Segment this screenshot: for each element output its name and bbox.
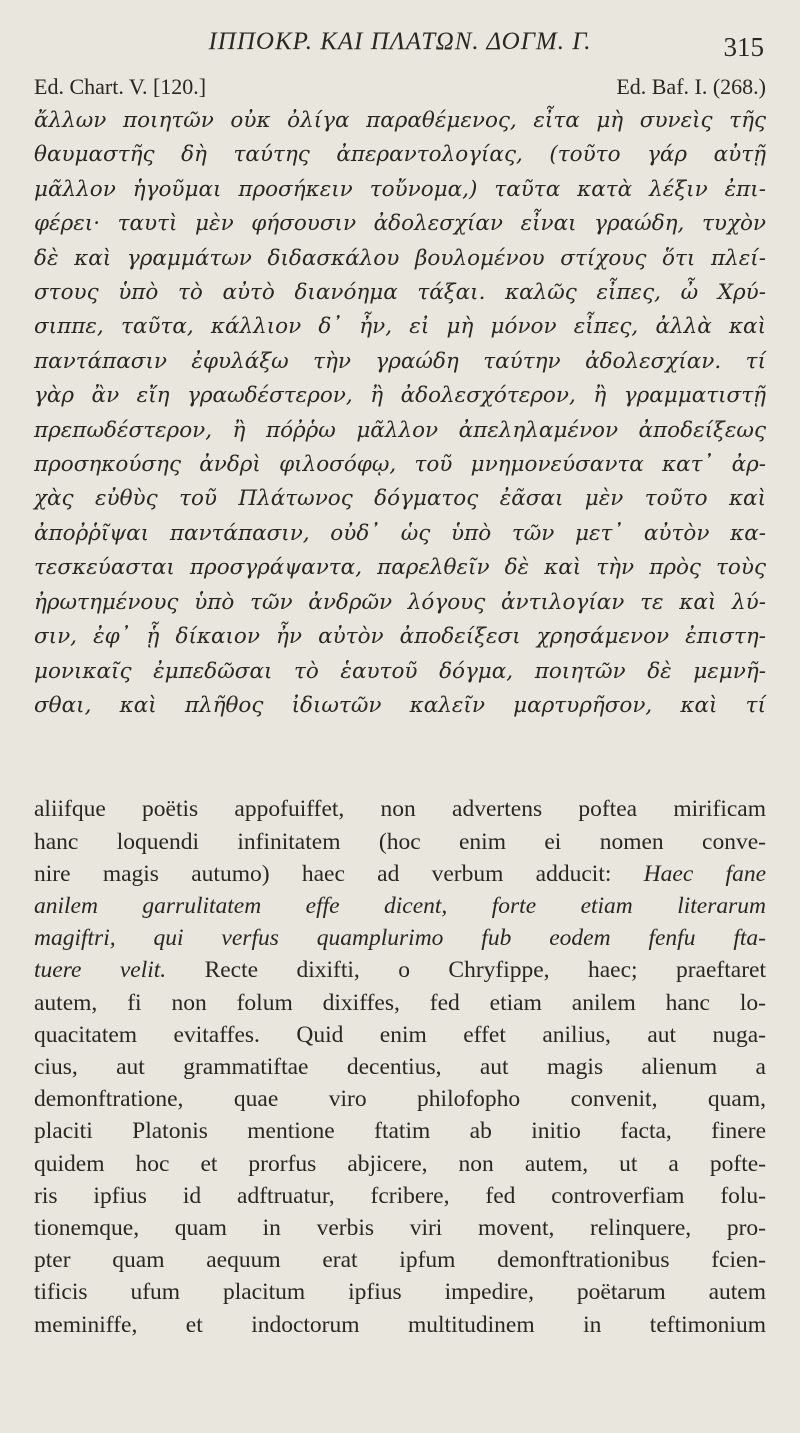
greek-text-line: σθαι, καὶ πλῆθος ἰδιωτῶν καλεῖν μαρτυρῆσον, καὶ τί — [34, 692, 766, 718]
edition-basel-ref: Ed. Baf. I. (268.) — [616, 74, 766, 99]
latin-text-line — [34, 1051, 766, 1083]
latin-text-line — [34, 890, 766, 922]
latin-text-line — [34, 1244, 766, 1276]
latin-text-segment: quidem hoc et prorfus abjicere, non autem, ut a pofte- — [34, 1150, 766, 1177]
latin-text-line — [34, 1212, 766, 1244]
latin-text-segment: demonftratione, quae viro philofopho convenit, quam, — [34, 1086, 766, 1113]
latin-text-line — [34, 1148, 766, 1180]
running-title: ΙΠΠΟΚΡ. ΚΑΙ ΠΛΑΤΩΝ. ΔΟΓΜ. Γ. — [208, 28, 592, 55]
greek-text-line: χὰς εὐθὺς τοῦ Πλάτωνος δόγματος ἐᾶσαι μὲν τοῦτο καὶ — [34, 486, 766, 512]
greek-text-line: ἄλλων ποιητῶν οὐκ ὀλίγα παραθέμενος, εἶτα μὴ συνεὶς τῆς — [34, 108, 766, 133]
latin-italic-segment: Haec fane — [643, 860, 766, 887]
greek-text-line: ἠρωτημένους ὑπὸ τῶν ἀνδρῶν λόγους ἀντιλογίαν τε καὶ λύ- — [34, 589, 766, 615]
greek-text-line: φέρει· ταυτὶ μὲν φήσουσιν ἀδολεσχίαν εἶναι γραώδη, τυχὸν — [34, 211, 766, 237]
latin-text-line — [34, 954, 766, 986]
latin-text-segment: tificis ufum placitum ipfius impedire, poëtarum autem — [34, 1279, 766, 1306]
latin-text-line — [34, 793, 766, 825]
latin-text-segment: ris ipfius id adftruatur, fcribere, fed controverfiam folu- — [34, 1182, 766, 1209]
latin-italic-segment: anilem garrulitatem effe dicent, forte etiam literarum — [34, 892, 766, 919]
edition-references — [34, 70, 766, 104]
greek-text-line: παντάπασιν ἐφυλάξω τὴν γραώδη ταύτην ἀδολεσχίαν. τί — [34, 348, 766, 374]
latin-text-segment: quacitatem evitaffes. Quid enim effet anilius, aut nuga- — [34, 1021, 766, 1048]
latin-text-line — [34, 1019, 766, 1051]
latin-text-block — [34, 793, 766, 1340]
running-head — [34, 0, 766, 60]
latin-text-line — [34, 1276, 766, 1308]
greek-text-line: πρεπωδέστερον, ἢ πόῤῥω μᾶλλον ἀπεληλαμένον ἀποδείξεως — [34, 417, 766, 443]
greek-text-line: ἀποῤῥῖψαι παντάπασιν, οὐδ᾽ ὡς ὑπὸ τῶν μετ᾽ αὐτὸν κα- — [34, 520, 766, 546]
latin-text-segment: tionemque, quam in verbis viri movent, relinquere, pro- — [34, 1214, 766, 1241]
latin-text-segment: autem, fi non folum dixiffes, fed etiam anilem hanc lo- — [34, 989, 766, 1016]
greek-text-line: σιππε, ταῦτα, κάλλιον δ᾽ ἦν, εἰ μὴ μόνον εἶπες, ἀλλὰ καὶ — [34, 314, 766, 340]
greek-text-line: στους ὑπὸ τὸ αὐτὸ διανόημα τάξαι. καλῶς εἶπες, ὦ Χρύ- — [34, 280, 766, 306]
greek-text-block — [34, 104, 766, 723]
greek-text-line: γὰρ ἂν εἴη γραωδέστερον, ἢ ἀδολεσχότερον, ἢ γραμματιστῇ — [34, 383, 766, 409]
edition-chart-ref: Ed. Chart. V. [120.] — [34, 74, 207, 99]
latin-text-segment: nire magis autumo) haec ad verbum adducit: — [34, 860, 644, 887]
latin-text-segment: pter quam aequum erat ipfum demonftrationibus fcien- — [34, 1247, 766, 1274]
latin-text-segment: hanc loquendi infinitatem (hoc enim ei nomen conve- — [34, 828, 766, 855]
latin-text-segment: meminiffe, et indoctorum multitudinem in teftimonium — [34, 1311, 766, 1338]
latin-text-segment: aliifque poëtis appofuiffet, non advertens poftea mirificam — [34, 796, 766, 823]
greek-text-line: θαυμαστῆς δὴ ταύτης ἀπεραντολογίας, (τοῦτο γάρ αὐτῇ — [34, 142, 766, 168]
greek-text-line: μονικαῖς ἐμπεδῶσαι τὸ ἑαυτοῦ δόγμα, ποιητῶν δὲ μεμνῆ- — [34, 658, 766, 684]
latin-italic-segment: magiftri, qui verfus quamplurimo fub eodem fenfu fta- — [34, 925, 766, 952]
latin-text-segment: placiti Platonis mentione ftatim ab initio facta, finere — [34, 1118, 766, 1145]
greek-text-line: μᾶλλον ἡγοῦμαι προσήκειν τοὔνομα,) ταῦτα κατὰ λέξιν ἐπι- — [34, 176, 766, 202]
latin-italic-segment: tuere velit. — [34, 957, 167, 984]
greek-text-line: προσηκούσης ἀνδρὶ φιλοσόφῳ, τοῦ μνημονεύσαντα κατ᾽ ἀρ- — [34, 452, 766, 478]
latin-text-line — [34, 1180, 766, 1212]
greek-text-line: τεσκεύασται προσγράψαντα, παρελθεῖν δὲ καὶ τὴν πρὸς τοὺς — [34, 555, 766, 581]
latin-text-segment: Recte dixifti, o Chryfippe, haec; praeftaret — [166, 957, 766, 984]
latin-text-segment: cius, aut grammatiftae decentius, aut magis alienum a — [34, 1053, 766, 1080]
latin-text-line — [34, 922, 766, 954]
page-number: 315 — [723, 32, 764, 62]
latin-text-line — [34, 1309, 766, 1341]
greek-text-line: δὲ καὶ γραμμάτων διδασκάλου βουλομένου στίχους ὅτι πλεί- — [34, 245, 766, 271]
latin-text-line — [34, 987, 766, 1019]
latin-text-line — [34, 1083, 766, 1115]
latin-text-line — [34, 1115, 766, 1147]
latin-text-line — [34, 858, 766, 890]
latin-text-line — [34, 826, 766, 858]
greek-text-line: σιν, ἐφ᾽ ᾗ δίκαιον ἦν αὐτὸν ἀποδείξεσι χρησάμενον ἐπιστη- — [34, 624, 766, 650]
